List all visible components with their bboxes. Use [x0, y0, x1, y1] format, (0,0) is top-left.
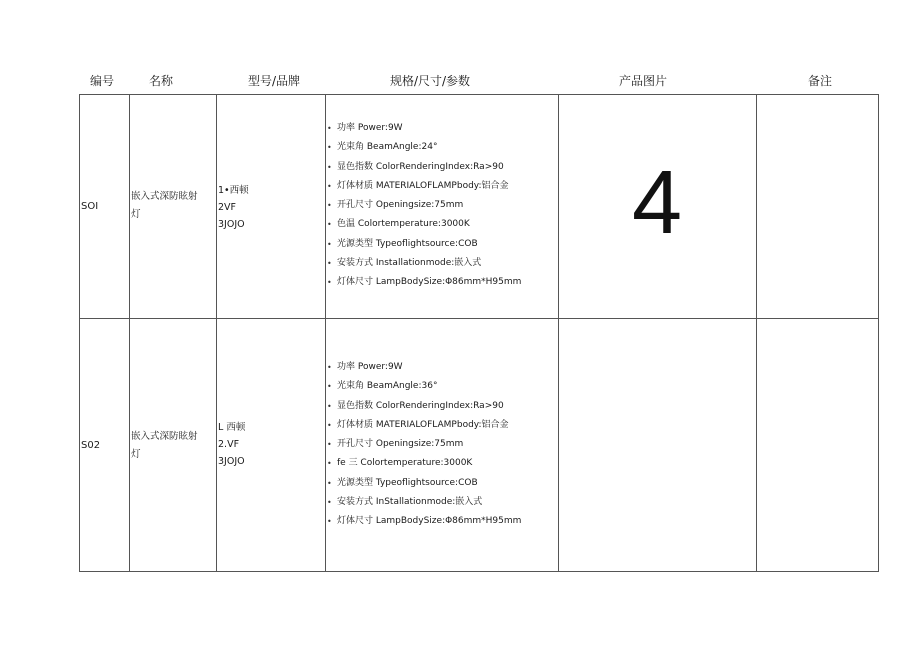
spec-item: • 安装方式 InStallationmode:嵌入式 [327, 493, 521, 512]
column-divider [756, 95, 757, 571]
spec-item: • 灯体尺寸 LampBodySize:Φ86mm*H95mm [327, 512, 521, 531]
row-name-line: 灯 [131, 449, 141, 460]
spec-item: • 灯体材质 MATERIALOFLAMPbody:铝合金 [327, 416, 521, 435]
row-name-line: 灯 [131, 209, 141, 220]
row-name [131, 428, 198, 464]
spec-list [327, 119, 521, 293]
header-name: 名称 [148, 74, 173, 88]
row-code: SOI [81, 201, 99, 212]
spec-item: • 显色指数 ColorRenderingIndex:Ra>90 [327, 397, 521, 416]
spec-item: • 光源类型 Typeoflightsource:COB [327, 235, 521, 254]
header-remark: 备注 [807, 74, 832, 88]
row-name-line: 嵌入式深防眩射 [131, 431, 198, 442]
brand-item: 2VF [218, 202, 237, 213]
spec-item: • 显色指数 ColorRenderingIndex:Ra>90 [327, 158, 521, 177]
row-brands [218, 419, 245, 470]
header-image: 产品图片 [618, 74, 667, 88]
spec-item: • 灯体材质 MATERIALOFLAMPbody:铝合金 [327, 177, 521, 196]
brand-item: 1•西顿 [218, 185, 249, 196]
product-image-placeholder: 4 [631, 153, 683, 253]
spec-item: • 开孔尺寸 Openingsize:75mm [327, 196, 521, 215]
row-divider [80, 318, 878, 319]
header-model: 型号/品牌 [247, 74, 301, 88]
header-spec: 规格/尺寸/参数 [389, 74, 471, 88]
spec-item: • 开孔尺寸 Openingsize:75mm [327, 435, 521, 454]
spec-item: • 光束角 BeamAngle:36° [327, 377, 521, 396]
row-name-line: 嵌入式深防眩射 [131, 191, 198, 202]
spec-item: • 功率 Power:9W [327, 119, 521, 138]
spec-item: • 灯体尺寸 LampBodySize:Φ86mm*H95mm [327, 273, 521, 292]
product-table [79, 94, 879, 572]
row-code: S02 [81, 440, 101, 451]
brand-item: 3JOJO [218, 219, 245, 230]
spec-item: • 光源类型 Typeoflightsource:COB [327, 474, 521, 493]
brand-item: L 西顿 [218, 422, 246, 433]
column-divider [216, 95, 217, 571]
row-name [131, 188, 198, 224]
spec-item: • 色温 Colortemperature:3000K [327, 215, 521, 234]
column-divider [325, 95, 326, 571]
spec-item: • 功率 Power:9W [327, 358, 521, 377]
brand-item: 2.VF [218, 439, 240, 450]
spec-item: • fe 三 Colortemperature:3000K [327, 454, 521, 473]
row-brands [218, 182, 249, 233]
brand-item: 3JOJO [218, 456, 245, 467]
header-code: 编号 [89, 74, 114, 88]
column-divider [129, 95, 130, 571]
spec-item: • 光束角 BeamAngle:24° [327, 138, 521, 157]
spec-item: • 安装方式 Installationmode:嵌入式 [327, 254, 521, 273]
spec-list [327, 358, 521, 532]
